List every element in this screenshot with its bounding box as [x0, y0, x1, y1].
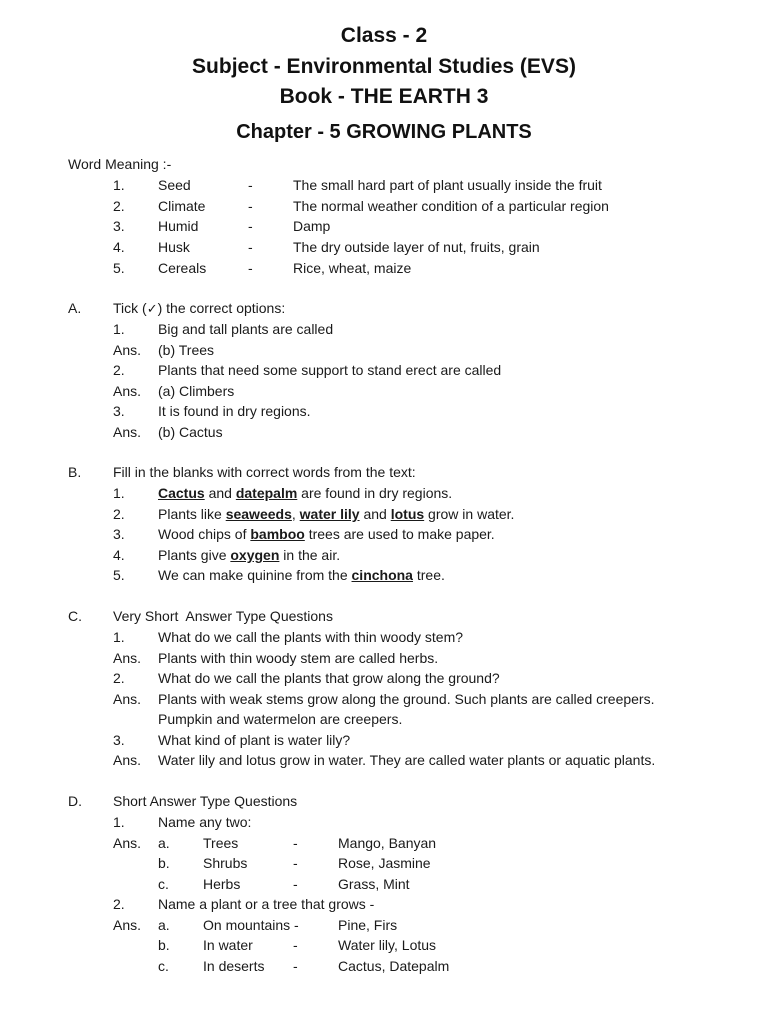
dash: - — [293, 876, 298, 892]
question-text: Name a plant or a tree that grows - — [158, 896, 375, 912]
word-meaning-row — [0, 175, 768, 195]
dash: - — [293, 855, 298, 871]
sentence-text: and — [204, 485, 236, 501]
answer-label: Ans. — [113, 835, 142, 851]
question-line — [0, 894, 768, 914]
row-value: Rose, Jasmine — [338, 855, 431, 871]
meaning: The small hard part of plant usually inside the fruit — [293, 177, 602, 193]
answer-text: Plants with weak stems grow along the ground. Such plants are called creepers. — [158, 691, 655, 707]
answer-label: Ans. — [113, 424, 142, 440]
row-value: Water lily, Lotus — [338, 937, 437, 953]
word: Humid — [158, 218, 199, 234]
sentence-text: and — [359, 506, 391, 522]
dash: - — [293, 937, 298, 953]
question-line — [0, 627, 768, 647]
row-name: Herbs — [203, 876, 241, 892]
meaning: Rice, wheat, maize — [293, 260, 412, 276]
row-value: Grass, Mint — [338, 876, 410, 892]
row-letter: a. — [158, 917, 170, 933]
answer-word: datepalm — [235, 485, 298, 501]
sentence-text: tree. — [412, 567, 445, 583]
answer-line — [0, 340, 768, 360]
answer-text: (b) Trees — [158, 342, 215, 358]
answer-label: Ans. — [113, 650, 142, 666]
sentence-text: , — [291, 506, 300, 522]
answer-line — [0, 422, 768, 442]
row-number: 1. — [113, 177, 125, 193]
answer-text: (b) Cactus — [158, 424, 223, 440]
item-number: 4. — [113, 547, 125, 563]
answer-line — [0, 689, 768, 709]
row-value: Cactus, Datepalm — [338, 958, 450, 974]
dash: - — [248, 239, 253, 255]
answer-row — [0, 956, 768, 976]
section-d-title: Short Answer Type Questions — [113, 793, 298, 809]
question-number: 3. — [113, 403, 125, 419]
answer-row — [0, 935, 768, 955]
question-line — [0, 812, 768, 832]
question-line — [0, 668, 768, 688]
question-number: 1. — [113, 321, 125, 337]
answer-word: oxygen — [230, 547, 280, 563]
row-name: In water — [203, 937, 253, 953]
row-letter: b. — [158, 937, 170, 953]
dash: - — [248, 198, 253, 214]
row-letter: b. — [158, 855, 170, 871]
question-line — [0, 319, 768, 339]
answer-label: Ans. — [113, 342, 142, 358]
answer-word: lotus — [390, 506, 425, 522]
meaning: The dry outside layer of nut, fruits, grain — [293, 239, 540, 255]
question-number: 3. — [113, 732, 125, 748]
question-number: 2. — [113, 362, 125, 378]
answer-row — [0, 853, 768, 873]
row-number: 5. — [113, 260, 125, 276]
sentence-text: Plants like — [158, 506, 226, 522]
section-a-title-line — [0, 298, 768, 318]
question-text: What do we call the plants with thin woody stem? — [158, 629, 464, 645]
word-meaning-row — [0, 237, 768, 257]
section-letter: A. — [68, 300, 82, 316]
sentence-text: are found in dry regions. — [297, 485, 453, 501]
question-number: 2. — [113, 670, 125, 686]
word: Cereals — [158, 260, 207, 276]
row-letter: a. — [158, 835, 170, 851]
answer-word: bamboo — [250, 526, 305, 542]
sentence — [158, 565, 445, 585]
section-a-title — [113, 298, 285, 320]
meaning: Damp — [293, 218, 331, 234]
answer-word: water lily — [299, 506, 360, 522]
item-number: 2. — [113, 506, 125, 522]
section-d-title-line — [0, 791, 768, 811]
question-text: Name any two: — [158, 814, 252, 830]
answer-text: (a) Climbers — [158, 383, 235, 399]
tick-mark-icon: ✓ — [146, 302, 158, 317]
fill-blank-line — [0, 545, 768, 565]
section-letter: D. — [68, 793, 82, 809]
question-line — [0, 401, 768, 421]
word-meaning-title: Word Meaning :- — [68, 156, 172, 172]
word-meaning-row — [0, 258, 768, 278]
fill-blank-line — [0, 504, 768, 524]
word: Husk — [158, 239, 190, 255]
answer-text: Plants with thin woody stem are called herbs. — [158, 650, 439, 666]
row-value: Mango, Banyan — [338, 835, 437, 851]
answer-label: Ans. — [113, 917, 142, 933]
title-text: ) the correct options: — [157, 300, 286, 316]
word: Seed — [158, 177, 191, 193]
dash: - — [248, 260, 253, 276]
question-number: 2. — [113, 896, 125, 912]
row-number: 2. — [113, 198, 125, 214]
question-text: What do we call the plants that grow along the ground? — [158, 670, 500, 686]
question-line — [0, 360, 768, 380]
subject-heading: Subject - Environmental Studies (EVS) — [192, 55, 576, 78]
title-text: Tick ( — [113, 300, 147, 316]
sentence-text: Wood chips of — [158, 526, 251, 542]
answer-row — [0, 874, 768, 894]
fill-blank-line — [0, 524, 768, 544]
row-name: Trees — [203, 835, 239, 851]
row-letter: c. — [158, 876, 169, 892]
section-b-title-line — [0, 462, 768, 482]
meaning: The normal weather condition of a particular region — [293, 198, 609, 214]
item-number: 5. — [113, 567, 125, 583]
sentence — [158, 545, 340, 565]
row-number: 3. — [113, 218, 125, 234]
row-name: On mountains - — [203, 917, 299, 933]
answer-row — [0, 833, 768, 853]
section-c-title-line — [0, 606, 768, 626]
question-text: Big and tall plants are called — [158, 321, 334, 337]
question-line — [0, 730, 768, 750]
answer-text: Water lily and lotus grow in water. They are called water plants or aquatic plants. — [158, 752, 656, 768]
sentence — [158, 524, 495, 544]
question-text: Plants that need some support to stand erect are called — [158, 362, 502, 378]
answer-row — [0, 915, 768, 935]
word-meaning-title-line — [0, 154, 768, 174]
word-meaning-row — [0, 196, 768, 216]
book-heading: Book - THE EARTH 3 — [279, 85, 489, 108]
section-c-title: Very Short Answer Type Questions — [113, 608, 333, 624]
sentence — [158, 483, 452, 503]
item-number: 1. — [113, 485, 125, 501]
sentence — [158, 504, 514, 524]
row-name: Shrubs — [203, 855, 248, 871]
fill-blank-line — [0, 565, 768, 585]
row-name: In deserts — [203, 958, 265, 974]
dash: - — [293, 958, 298, 974]
answer-label: Ans. — [113, 383, 142, 399]
sentence-text: trees are used to make paper. — [304, 526, 495, 542]
item-number: 3. — [113, 526, 125, 542]
word: Climate — [158, 198, 206, 214]
answer-line — [0, 750, 768, 770]
sentence-text: in the air. — [279, 547, 341, 563]
chapter-heading: Chapter - 5 GROWING PLANTS — [236, 121, 532, 143]
section-b-title: Fill in the blanks with correct words from the text: — [113, 464, 416, 480]
question-number: 1. — [113, 629, 125, 645]
class-heading: Class - 2 — [340, 24, 428, 47]
section-letter: B. — [68, 464, 82, 480]
answer-label: Ans. — [113, 752, 142, 768]
answer-line — [0, 381, 768, 401]
sentence-text: Plants give — [158, 547, 231, 563]
question-text: It is found in dry regions. — [158, 403, 311, 419]
answer-line — [0, 648, 768, 668]
section-letter: C. — [68, 608, 82, 624]
dash: - — [248, 177, 253, 193]
answer-word: seaweeds — [225, 506, 292, 522]
answer-continuation-line — [0, 709, 768, 729]
fill-blank-line — [0, 483, 768, 503]
answer-label: Ans. — [113, 691, 142, 707]
sentence-text: We can make quinine from the — [158, 567, 352, 583]
question-text: What kind of plant is water lily? — [158, 732, 351, 748]
answer-word: Cactus — [158, 485, 205, 501]
row-letter: c. — [158, 958, 169, 974]
dash: - — [248, 218, 253, 234]
answer-word: cinchona — [351, 567, 413, 583]
row-value: Pine, Firs — [338, 917, 398, 933]
sentence-text: grow in water. — [424, 506, 515, 522]
row-number: 4. — [113, 239, 125, 255]
answer-text: Pumpkin and watermelon are creepers. — [158, 711, 403, 727]
question-number: 1. — [113, 814, 125, 830]
dash: - — [293, 835, 298, 851]
word-meaning-row — [0, 216, 768, 236]
